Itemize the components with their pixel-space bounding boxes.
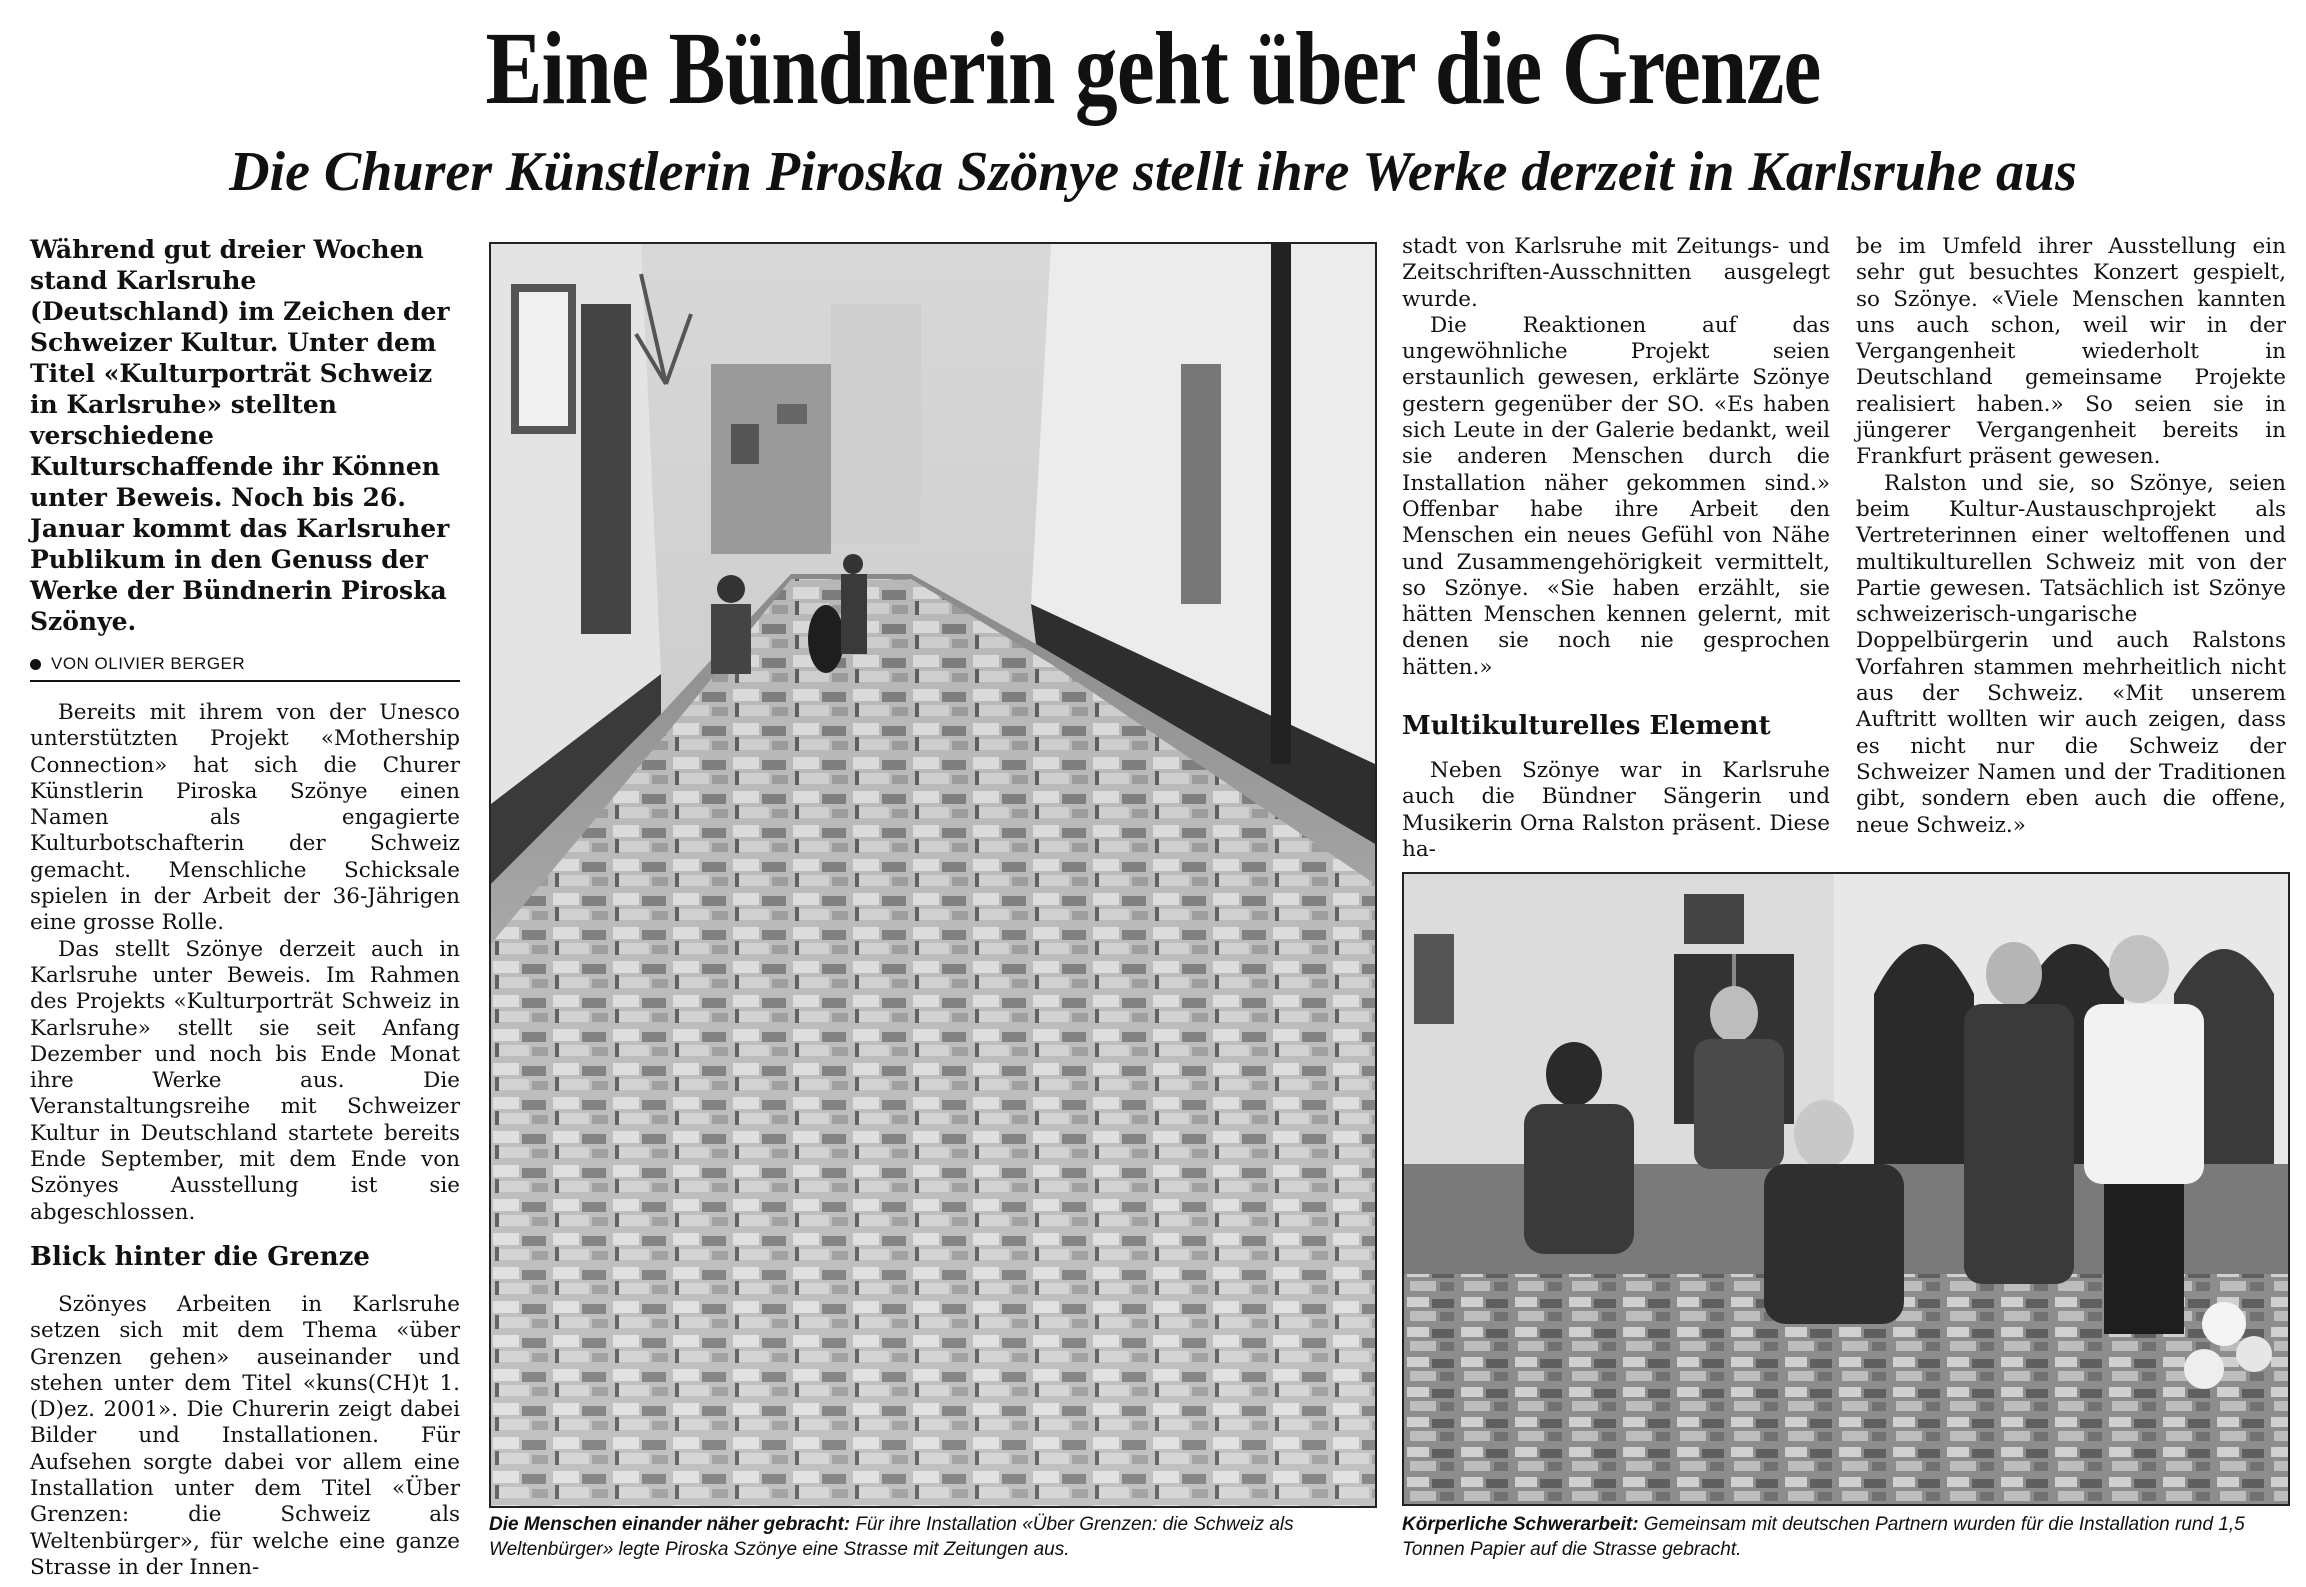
byline: [30, 654, 460, 682]
byline-text: VON OLIVIER BERGER: [51, 654, 246, 673]
headline: Eine Bündnerin geht über die Grenze: [485, 11, 1821, 126]
paragraph: Bereits mit ihrem von der Unesco unterstützten Projekt «Mothership Connection» hat sich die Churer Künstlerin Piroska Szönye einen Namen als engagierte Kulturbotschafterin der Schweiz gemacht. Menschliche Schicksale spielen in der Arbeit der 36-Jährigen eine grosse Rolle.: [30, 700, 460, 936]
bullet-icon: [30, 659, 41, 670]
subtitle-blick: Blick hinter die Grenze: [30, 1242, 370, 1272]
paragraph: Szönyes Arbeiten in Karlsruhe setzen sich mit dem Thema «über Grenzen gehen» auseinander und stehen unter dem Titel «kuns(CH)t 1. (D)ez. 2001». Die Churerin zeigt dabei Bilder und Installationen. Für Aufsehen sorgte dabei vor allem eine Installation unter dem Titel «Über Grenzen: die Schweiz als Weltenbürger», für welche eine ganze Strasse in der Innen-: [30, 1292, 460, 1580]
paragraph: Ralston und sie, so Szönye, seien beim Kultur-Austauschprojekt als Vertreterinnen einer weltoffenen und multikulturellen Schweiz mit von der Partie gewesen. Tatsächlich ist Szönye schweizerisch-ungarische Doppelbürgerin und auch Ralstons Vorfahren stammen mehrheitlich nicht aus der Schweiz. «Mit unserem Auftritt wollten wir auch zeigen, dass es nicht nur die Schweiz der Schweizer Namen und der Traditionen gibt, sondern eben auch die offene, neue Schweiz.»: [1856, 470, 2286, 838]
caption-text: Für ihre Installation «Über Grenzen: die Schweiz als Weltenbürger» legte Piroska Szönye eine Strasse mit Zeitungen aus.: [489, 1514, 1294, 1560]
paragraph: stadt von Karlsruhe mit Zeitungs- und Zeitschriften-Ausschnitten ausgelegt wurde.: [1402, 234, 1830, 312]
column-1-body: [30, 700, 460, 1225]
column-4-body: [1856, 234, 2286, 846]
group-with-paper-photo: [1402, 872, 2290, 1506]
paragraph: Die Reaktionen auf das ungewöhnliche Projekt seien erstaunlich gewesen, erklärte Szönye gestern gegenüber der SO. «Es haben sich Leute in der Galerie bedankt, weil sie anderen Menschen durch die Installation näher gekommen sind.» Offenbar habe ihre Arbeit den Menschen ein neues Gefühl von Nähe und Zusammengehörigkeit vermittelt, so Szönye. «Sie haben erzählt, sie hätten Menschen kennen gelernt, mit denen sie noch nie gesprochen hätten.»: [1402, 312, 1830, 680]
photo-1-caption: [489, 1512, 1373, 1562]
caption-text: Gemeinsam mit deutschen Partnern wurden für die Installation rund 1,5 Tonnen Papier auf die Strasse gebracht.: [1402, 1514, 2245, 1560]
caption-lead: Die Menschen einander näher gebracht:: [489, 1514, 851, 1535]
caption-lead: Körperliche Schwerarbeit:: [1402, 1514, 1639, 1535]
subheadline: Die Churer Künstlerin Piroska Szönye stellt ihre Werke derzeit in Karlsruhe aus: [229, 141, 2077, 203]
subtitle-multikulturelles: Multikulturelles Element: [1402, 711, 1771, 741]
photo-2-caption: [1402, 1512, 2286, 1562]
paragraph: Neben Szönye war in Karlsruhe auch die Bündner Sängerin und Musikerin Orna Ralston präsent. Diese ha-: [1402, 758, 1830, 862]
street-with-newspapers-photo: [489, 242, 1377, 1508]
lead-paragraph: Während gut dreier Wochen stand Karlsruhe (Deutschland) im Zeichen der Schweizer Kultur. Unter dem Titel «Kulturporträt Schweiz in Karlsruhe» stellten verschiedene Kulturschaffende ihr Können unter Beweis. Noch bis 26. Januar kommt das Karlsruher Publikum in den Genuss der Werke der Bündnerin Piroska Szönye.: [30, 235, 450, 636]
column-3-body-continued: [1402, 758, 1830, 862]
paragraph: be im Umfeld ihrer Ausstellung ein sehr gut besuchtes Konzert gespielt, so Szönye. «Viele Menschen kannten uns auch schon, weil wir in der Vergangenheit wiederholt in Deutschland gemeinsame Projekte realisiert haben.» So seien sie in jüngerer Vergangenheit bereits in Frankfurt präsent gewesen.: [1856, 234, 2286, 470]
paragraph: Das stellt Szönye derzeit auch in Karlsruhe unter Beweis. Im Rahmen des Projekts «Kulturporträt Schweiz in Karlsruhe» stellt sie seit Anfang Dezember und noch bis Ende Monat ihre Werke aus. Die Veranstaltungsreihe mit Schweizer Kultur in Deutschland startete bereits Ende September, mit dem Ende von Szönyes Ausstellung ist sie abgeschlossen.: [30, 936, 460, 1225]
column-3-body: [1402, 234, 1830, 679]
column-1-body-continued: [30, 1292, 460, 1582]
